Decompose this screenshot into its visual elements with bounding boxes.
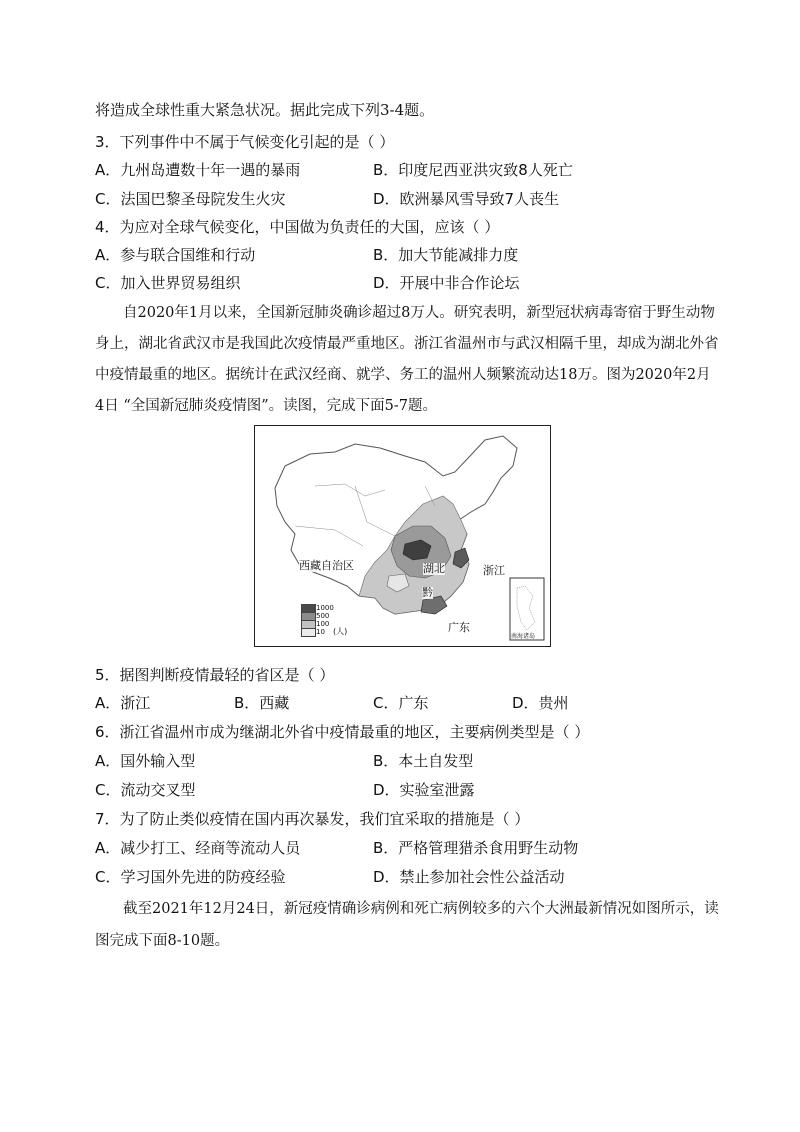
question-6-option-a: A．国外输入型 <box>95 752 196 770</box>
question-3-option-b: B．印度尼西亚洪灾致8人死亡 <box>373 161 573 179</box>
question-4-option-a: A．参与联合国维和行动 <box>95 246 256 264</box>
question-7-stem: 7．为了防止类似疫情在国内再次暴发，我们宜采取的措施是（ ） <box>95 810 530 828</box>
question-5-option-a: A．浙江 <box>95 694 151 712</box>
legend-unit: (人) <box>333 627 348 636</box>
question-5-option-d: D．贵州 <box>512 694 569 712</box>
passage-line: 自2020年1月以来，全国新冠肺炎确诊超过8万人。研究表明，新型冠状病毒寄宿于野生动物 <box>123 305 715 321</box>
label-guizhou: 黔 <box>422 586 433 599</box>
label-inset: 南海诸岛 <box>511 633 536 640</box>
question-6-option-d: D．实验室泄露 <box>373 781 475 799</box>
question-4-option-d: D．开展中非合作论坛 <box>373 274 520 292</box>
intro-text: 将造成全球性重大紧急状况。据此完成下列3-4题。 <box>95 101 435 119</box>
label-zhejiang: 浙江 <box>483 564 505 577</box>
question-6-option-c: C．流动交叉型 <box>95 781 196 799</box>
label-hubei: 湖北 <box>423 562 445 575</box>
question-5-stem: 5．据图判断疫情最轻的省区是（ ） <box>95 666 335 684</box>
question-7-option-a: A．减少打工、经商等流动人员 <box>95 839 301 857</box>
question-3-option-a: A．九州岛遭数十年一遇的暴雨 <box>95 161 301 179</box>
passage-line: 图完成下面8-10题。 <box>95 933 230 949</box>
legend-swatch-10 <box>301 628 316 637</box>
label-guangdong: 广东 <box>448 621 470 634</box>
legend-label-100: 100 <box>316 620 330 628</box>
legend-label-500: 500 <box>316 612 330 620</box>
china-map <box>255 426 549 645</box>
passage-line: 身上，湖北省武汉市是我国此次疫情最严重地区。浙江省温州市与武汉相隔千里，却成为湖北外省 <box>95 336 719 352</box>
question-5-option-c: C．广东 <box>373 694 429 712</box>
question-4-option-c: C．加入世界贸易组织 <box>95 274 241 292</box>
question-3-option-d: D．欧洲暴风雪导致7人丧生 <box>373 190 560 208</box>
question-4-option-b: B．加大节能减排力度 <box>373 246 519 264</box>
question-7-option-d: D．禁止参加社会性公益活动 <box>373 868 565 886</box>
question-6-option-b: B．本土自发型 <box>373 752 474 770</box>
passage-line: 中疫情最重的地区。据统计在武汉经商、就学、务工的温州人频繁流动达18万。图为2020年2月 <box>95 367 711 383</box>
question-3-stem: 3．下列事件中不属于气候变化引起的是（ ） <box>95 133 395 151</box>
question-7-option-b: B．严格管理猎杀食用野生动物 <box>373 839 579 857</box>
legend-label-10: 10 <box>316 628 325 636</box>
question-3-option-c: C．法国巴黎圣母院发生火灾 <box>95 190 286 208</box>
label-tibet: 西藏自治区 <box>299 559 354 572</box>
question-5-option-b: B．西藏 <box>234 694 290 712</box>
question-6-stem: 6．浙江省温州市成为继湖北外省中疫情最重的地区，主要病例类型是（ ） <box>95 723 590 741</box>
question-4-stem: 4．为应对全球气候变化，中国做为负责任的大国，应该（ ） <box>95 218 500 236</box>
covid-map-figure <box>254 425 551 647</box>
legend-label-1000: 1000 <box>316 604 334 612</box>
passage-line: 4日 “全国新冠肺炎疫情图”。读图，完成下面5-7题。 <box>95 398 438 414</box>
passage-line: 截至2021年12月24日，新冠疫情确诊病例和死亡病例较多的六个大洲最新情况如图所示，读 <box>123 901 719 917</box>
south-china-sea-inset <box>510 578 544 640</box>
question-7-option-c: C．学习国外先进的防疫经验 <box>95 868 286 886</box>
